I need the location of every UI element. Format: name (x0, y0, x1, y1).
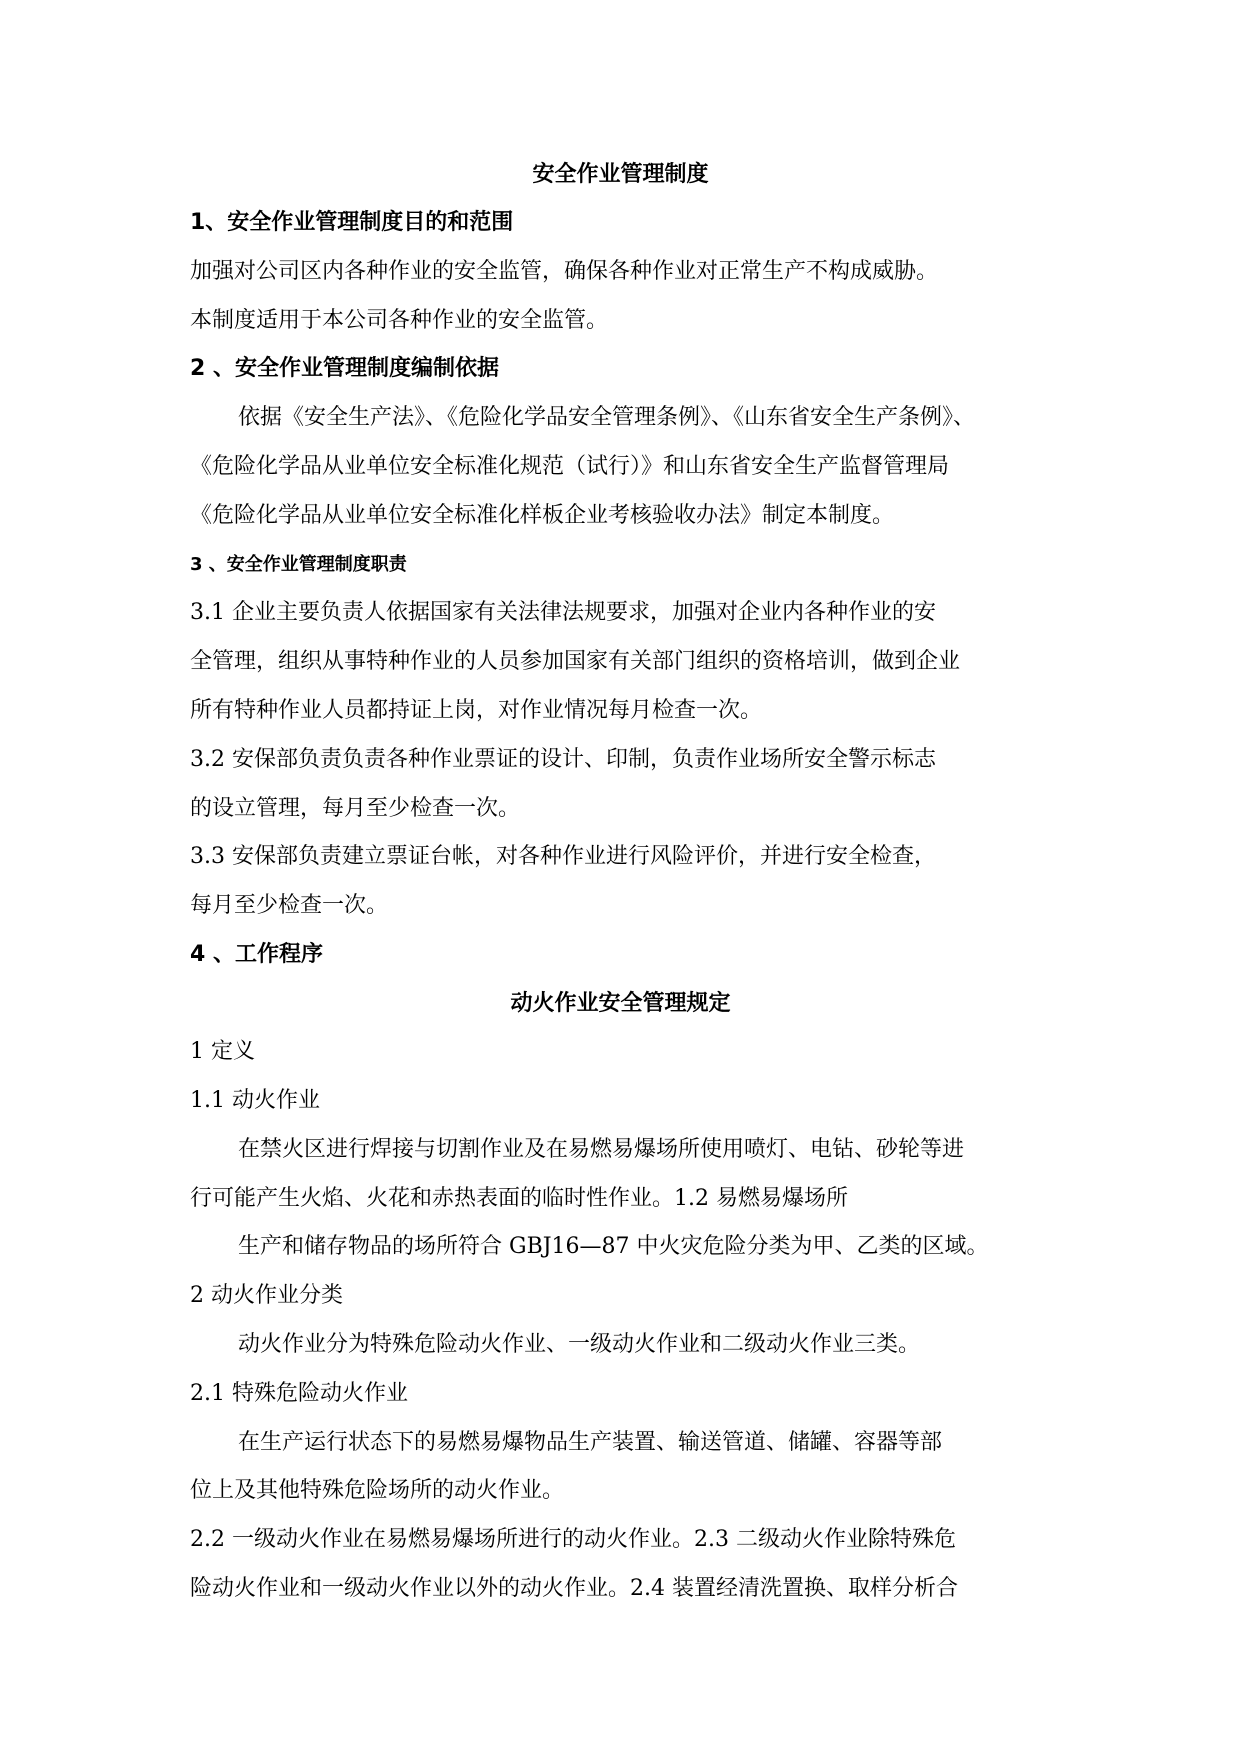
classification-heading: 2 动火作业分类 (190, 1283, 343, 1308)
section-1-paragraph: 加强对公司区内各种作业的安全监管，确保各种作业对正常生产不构成威胁。 (190, 259, 939, 284)
section-3-2-text: 的设立管理，每月至少检查一次。 (190, 796, 521, 821)
classification-2-1-heading: 2.1 特殊危险动火作业 (190, 1381, 408, 1406)
section-3-1-text: 所有特种作业人员都持证上岗，对作业情况每月检查一次。 (190, 698, 763, 723)
classification-2-2-text: 险动火作业和一级动火作业以外的动火作业。2.4 装置经清洗置换、取样分析合 (190, 1576, 958, 1601)
section-4-heading: 4 、工作程序 (190, 942, 323, 967)
classification-2-1-text: 在生产运行状态下的易燃易爆物品生产装置、输送管道、储罐、容器等部 (238, 1430, 943, 1455)
section-2-heading: 2 、安全作业管理制度编制依据 (190, 356, 499, 381)
section-3-3-text: 每月至少检查一次。 (190, 893, 389, 918)
definition-1-2-text: 生产和储存物品的场所符合 GBJ16—87 中火灾危险分类为甲、乙类的区域。 (238, 1234, 989, 1259)
section-2-paragraph: 依据《安全生产法》、《危险化学品安全管理条例》、《山东省安全生产条例》、 (238, 405, 976, 430)
classification-text: 动火作业分为特殊危险动火作业、一级动火作业和二级动火作业三类。 (238, 1332, 921, 1357)
subsection-title: 动火作业安全管理规定 (510, 991, 731, 1016)
section-2-paragraph: 《危险化学品从业单位安全标准化规范（试行）》和山东省安全生产监督管理局 (190, 454, 950, 479)
section-3-heading: 3 、安全作业管理制度职责 (190, 554, 407, 575)
definition-1-1-text: 在禁火区进行焊接与切割作业及在易燃易爆场所使用喷灯、电钻、砂轮等进 (238, 1137, 965, 1162)
definition-heading: 1 定义 (190, 1039, 255, 1064)
section-2-paragraph: 《危险化学品从业单位安全标准化样板企业考核验收办法》制定本制度。 (190, 503, 895, 528)
definition-1-1-text: 行可能产生火焰、火花和赤热表面的临时性作业。1.2 易燃易爆场所 (190, 1186, 848, 1211)
section-1-heading: 1、安全作业管理制度目的和范围 (190, 210, 514, 235)
section-1-paragraph: 本制度适用于本公司各种作业的安全监管。 (190, 308, 609, 333)
section-3-3-text: 3.3 安保部负责建立票证台帐，对各种作业进行风险评价，并进行安全检查， (190, 844, 936, 869)
classification-2-1-text: 位上及其他特殊危险场所的动火作业。 (190, 1478, 565, 1503)
section-3-2-text: 3.2 安保部负责负责各种作业票证的设计、印制，负责作业场所安全警示标志 (190, 747, 936, 772)
document-title: 安全作业管理制度 (532, 162, 709, 187)
definition-1-1-heading: 1.1 动火作业 (190, 1088, 320, 1113)
section-3-1-text: 3.1 企业主要负责人依据国家有关法律法规要求，加强对企业内各种作业的安 (190, 600, 936, 625)
classification-2-2-text: 2.2 一级动火作业在易燃易爆场所进行的动火作业。2.3 二级动火作业除特殊危 (190, 1527, 956, 1552)
section-3-1-text: 全管理，组织从事特种作业的人员参加国家有关部门组织的资格培训，做到企业 (190, 649, 961, 674)
